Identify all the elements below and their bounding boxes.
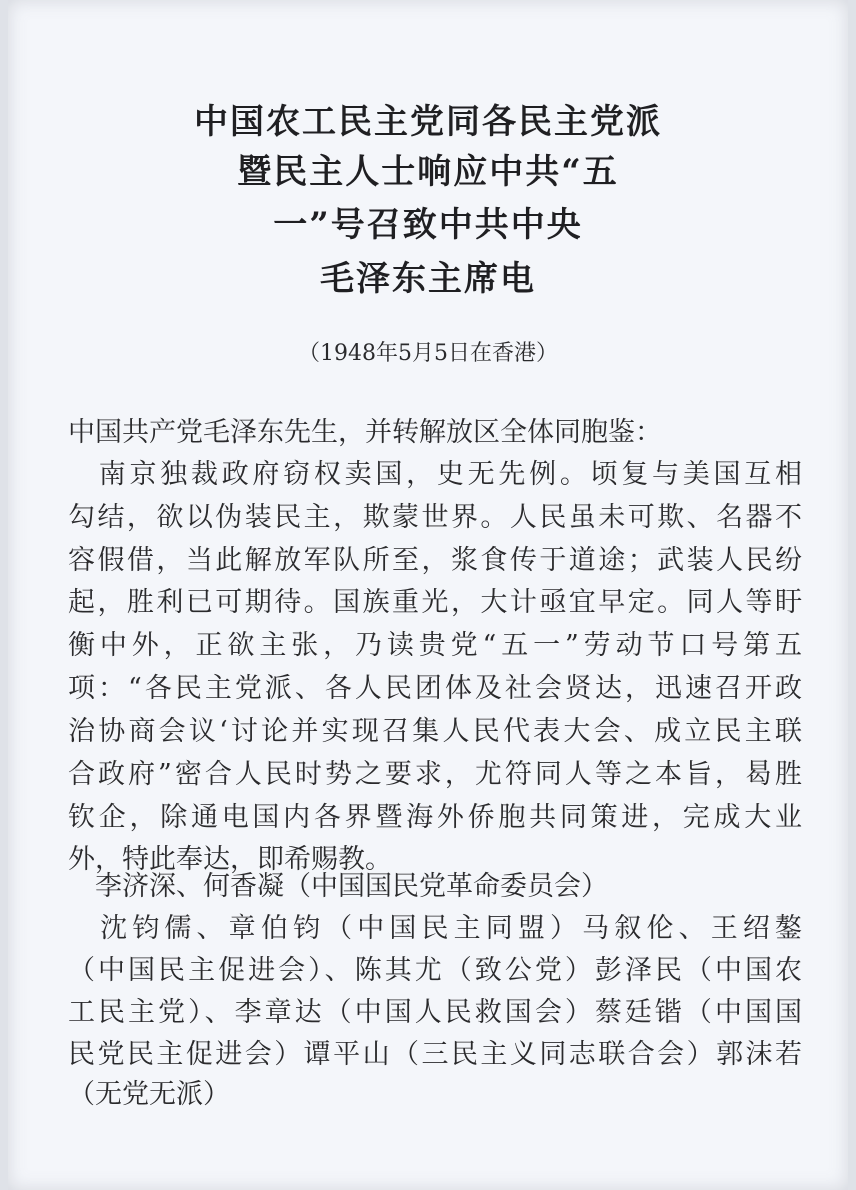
title-line-4: 毛泽东主席电 bbox=[320, 259, 536, 299]
signatory-line: （中国民主促进会）、陈其尤（致公党）彭泽民（中国农 bbox=[68, 955, 802, 986]
signatory-line: （无党无派） bbox=[68, 1079, 230, 1110]
signatory-line: 李济深、何香凝（中国国民党革命委员会） bbox=[68, 871, 608, 902]
title-line-3: 一”号召致中共中央 bbox=[273, 205, 583, 245]
title-line-2: 暨民主人士响应中共“五 bbox=[237, 152, 619, 192]
signatory-line: 沈钧儒、章伯钧（中国民主同盟）马叙伦、王绍鏊 bbox=[68, 913, 802, 944]
signatory-line: 民党民主促进会）谭平山（三民主义同志联合会）郭沫若 bbox=[68, 1039, 802, 1070]
body-line: 南京独裁政府窃权卖国，史无先例。顷复与美国互相 bbox=[68, 459, 802, 490]
body-line: 容假借，当此解放军队所至，浆食传于道途；武装人民纷 bbox=[68, 545, 802, 576]
body-line: 起，胜利已可期待。国族重光，大计亟宜早定。同人等盱 bbox=[68, 587, 802, 618]
body-line: 外，特此奉达，即希赐教。 bbox=[68, 844, 392, 875]
body-line: 勾结，欲以伪装民主，欺蒙世界。人民虽未可欺、名器不 bbox=[68, 502, 802, 533]
date-location: （1948年5月5日在香港） bbox=[298, 341, 558, 366]
body-line: 衡中外，正欲主张，乃读贵党“五一”劳动节口号第五 bbox=[68, 630, 802, 661]
body-line: 钦企，除通电国内各界暨海外侨胞共同策进，完成大业 bbox=[68, 802, 802, 833]
body-line: 项：“各民主党派、各人民团体及社会贤达，迅速召开政 bbox=[68, 673, 802, 704]
body-line: 治协商会议‘讨论并实现召集人民代表大会、成立民主联 bbox=[68, 716, 802, 747]
body-line: 合政府”密合人民时势之要求，尤符同人等之本旨，曷胜 bbox=[68, 759, 802, 790]
signatory-line: 工民主党）、李章达（中国人民救国会）蔡廷锴（中国国 bbox=[68, 997, 802, 1028]
salutation: 中国共产党毛泽东先生，并转解放区全体同胞鉴： bbox=[68, 417, 662, 448]
title-line-1: 中国农工民主党同各民主党派 bbox=[194, 102, 662, 142]
